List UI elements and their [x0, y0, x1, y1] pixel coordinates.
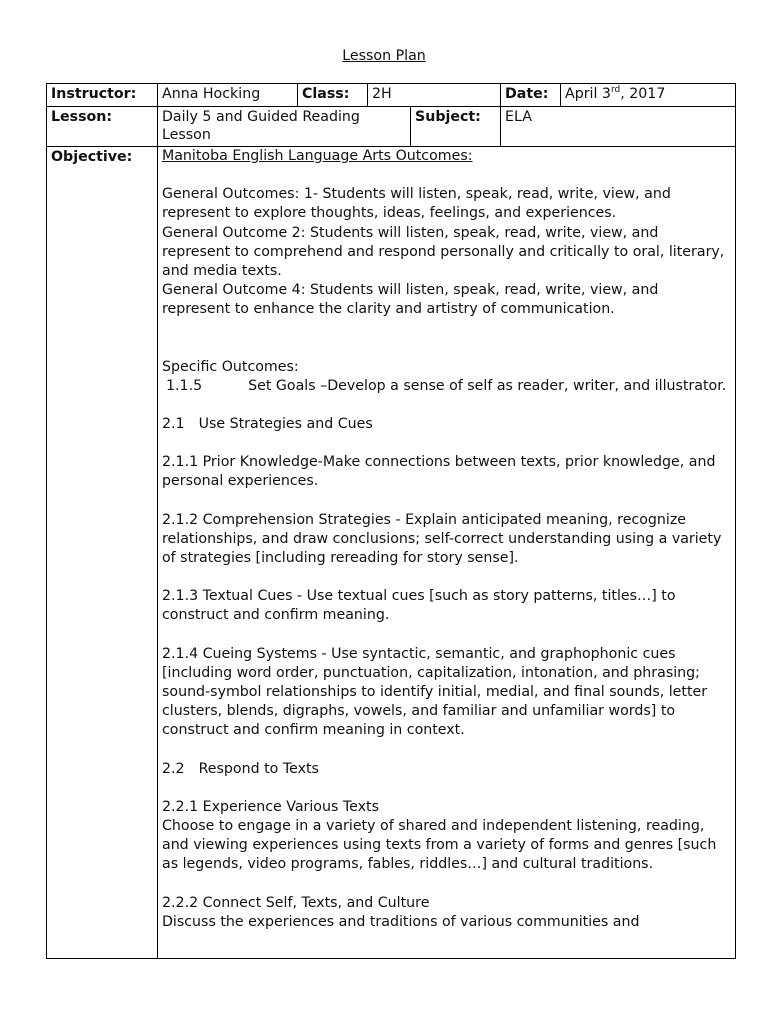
objective-label: Objective:	[46, 146, 158, 959]
class-value: 2H	[367, 83, 501, 107]
subject-label: Subject:	[410, 106, 501, 147]
date-value	[560, 83, 736, 107]
outcome-2-1-2: 2.1.2 Comprehension Strategies - Explain anticipated meaning, recognize relationships, and draw conclusions; self-correct understanding using a variety of strategies [including rereading for story sense].	[162, 511, 722, 567]
outcome-2-1-number: 2.1	[162, 416, 185, 433]
date-suffix: , 2017	[620, 86, 666, 102]
date-ordinal: rd	[610, 85, 621, 95]
date-label: Date:	[500, 83, 561, 107]
specific-outcomes-heading: Specific Outcomes:	[162, 358, 299, 375]
general-outcome-1: General Outcomes: 1- Students will listen, speak, read, write, view, and represent to explore thoughts, ideas, feelings, and experiences.	[162, 186, 671, 222]
general-outcome-4: General Outcome 4: Students will listen, speak, read, write, view, and represent to enhance the clarity and artistry of communication.	[162, 282, 659, 318]
date-prefix: April 3	[565, 86, 611, 102]
lesson-label: Lesson:	[46, 106, 158, 147]
class-label: Class:	[297, 83, 368, 107]
outcome-2-2-number: 2.2	[162, 760, 185, 777]
subject-value: ELA	[500, 106, 736, 147]
outcome-2-1-1: 2.1.1 Prior Knowledge-Make connections between texts, prior knowledge, and personal experiences.	[162, 454, 716, 490]
outcome-2-1-text: Use Strategies and Cues	[198, 416, 373, 433]
outcome-2-2-1-heading: 2.2.1 Experience Various Texts	[162, 798, 379, 815]
outcome-2-1-4: 2.1.4 Cueing Systems - Use syntactic, semantic, and graphophonic cues [including word order, punctuation, capitalization, intonation, and phrasing; sound-symbol relationships to identify initial, medial, and final sounds, letter clusters, blends, digraphs, vowels, and familiar and unfamiliar words] to construct and confirm meaning in context.	[162, 645, 708, 739]
document-title: Lesson Plan	[342, 48, 426, 64]
general-outcome-2: General Outcome 2: Students will listen, speak, read, write, view, and represent to comprehend and respond personally and critically to oral, literary, and media texts.	[162, 224, 725, 280]
instructor-label: Instructor:	[46, 83, 158, 107]
instructor-value: Anna Hocking	[157, 83, 298, 107]
outcome-2-1	[162, 415, 731, 434]
lesson-value: Daily 5 and Guided Reading Lesson	[157, 106, 411, 147]
outcome-2-2-2-heading: 2.2.2 Connect Self, Texts, and Culture	[162, 894, 430, 911]
outcome-1-1-5-number: 1.1.5	[166, 377, 203, 394]
outcome-1-1-5-text: Set Goals –Develop a sense of self as reader, writer, and illustrator.	[248, 377, 727, 394]
outcome-2-2-text: Respond to Texts	[198, 760, 319, 777]
outcome-2-2	[162, 760, 731, 779]
outcome-2-1-3: 2.1.3 Textual Cues - Use textual cues [such as story patterns, titles…] to construct and confirm meaning.	[162, 588, 676, 624]
outcome-2-2-2-text: Discuss the experiences and traditions of various communities and	[162, 913, 640, 930]
outcomes-heading: Manitoba English Language Arts Outcomes:	[162, 148, 473, 164]
outcome-1-1-5	[162, 377, 731, 396]
objective-content	[157, 146, 736, 959]
outcome-2-2-1-text: Choose to engage in a variety of shared and independent listening, reading, and viewing experiences using texts from a variety of forms and genres [such as legends, video programs, fables, riddles…] and cultural traditions.	[162, 818, 717, 873]
